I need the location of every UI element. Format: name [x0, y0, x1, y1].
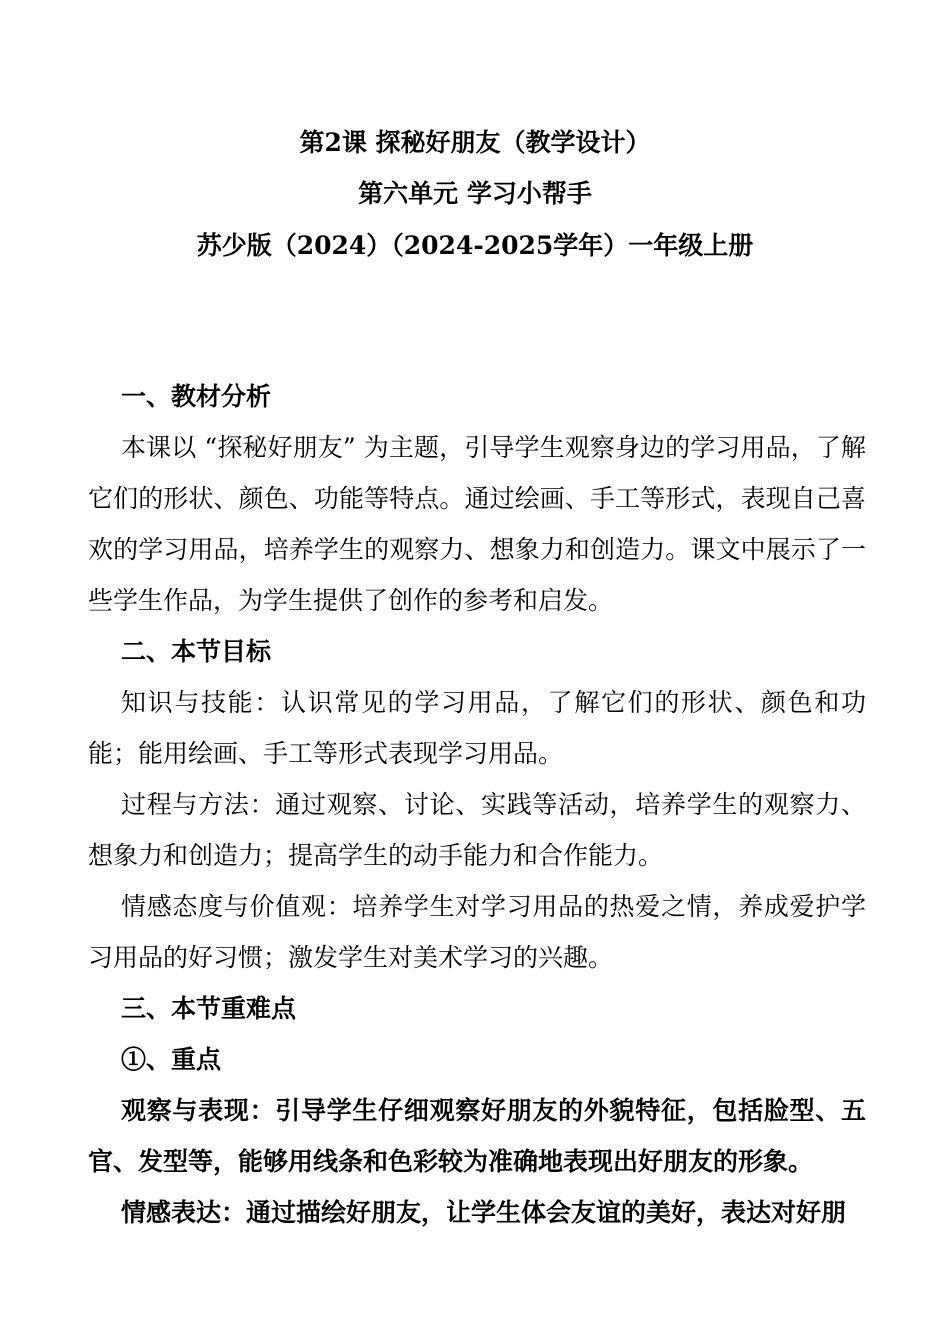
lesson-title: 第2课 探秘好朋友（教学设计） — [299, 128, 651, 157]
key-point-observation: 观察与表现：引导学生仔细观察好朋友的外貌特征，包括脸型、五官、发型等，能够用线条和色彩较为准确地表现出好朋友的形象。 — [88, 1096, 866, 1176]
section-heading-key-points: 三、本节重难点 — [121, 994, 297, 1023]
document-body — [88, 371, 866, 1238]
analysis-paragraph: 本课以 “探秘好朋友” 为主题，引导学生观察身边的学习用品，了解它们的形状、颜色、功能等特点。通过绘画、手工等形式，表现自己喜欢的学习用品，培养学生的观察力、想象力和创造力。课文中展示了一些学生作品，为学生提供了创作的参考和启发。 — [88, 433, 866, 615]
section-heading-analysis: 一、教材分析 — [121, 382, 272, 411]
sub-heading-key: ①、重点 — [121, 1045, 222, 1074]
key-point-emotion: 情感表达：通过描绘好朋友，让学生体会友谊的美好，表达对好朋 — [121, 1198, 847, 1227]
goal-emotion-paragraph: 情感态度与价值观：培养学生对学习用品的热爱之情，养成爱护学习用品的好习惯；激发学生对美术学习的兴趣。 — [88, 892, 866, 972]
edition-title: 苏少版（2024）（2024-2025学年）一年级上册 — [196, 231, 754, 260]
unit-title: 第六单元 学习小帮手 — [358, 179, 592, 208]
goal-process-paragraph: 过程与方法：通过观察、讨论、实践等活动，培养学生的观察力、想象力和创造力；提高学生的动手能力和合作能力。 — [88, 790, 866, 870]
goal-knowledge-paragraph: 知识与技能：认识常见的学习用品，了解它们的形状、颜色和功能；能用绘画、手工等形式表现学习用品。 — [88, 688, 866, 768]
section-heading-goals: 二、本节目标 — [121, 637, 272, 666]
